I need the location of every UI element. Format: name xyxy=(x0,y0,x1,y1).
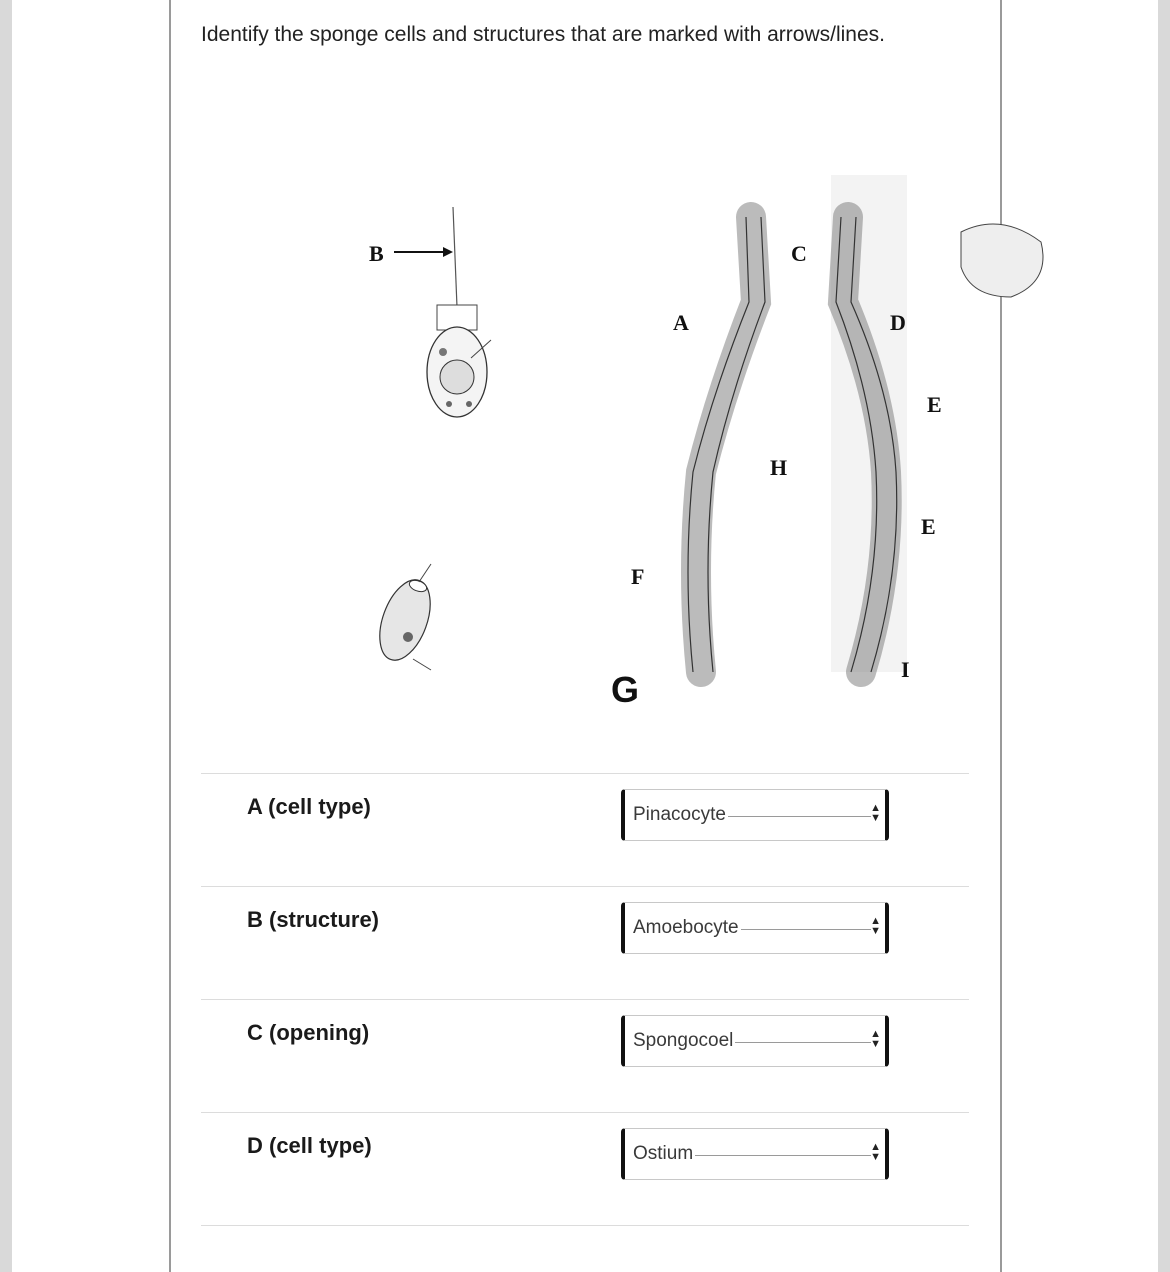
body-wall-left xyxy=(696,217,756,672)
choanocyte-vacuole-3 xyxy=(446,401,452,407)
label-c: C xyxy=(791,241,807,266)
label-e-2: E xyxy=(921,514,936,539)
row-label: D (cell type) xyxy=(247,1133,372,1158)
answer-select-c[interactable] xyxy=(621,1015,889,1067)
choanocyte-flagellum xyxy=(453,207,457,307)
row-label: B (structure) xyxy=(247,907,380,932)
question-prompt: Identify the sponge cells and structures that are marked with arrows/lines. xyxy=(201,23,885,46)
select-arrows-icon: ▲ ▼ xyxy=(870,802,881,824)
label-i: I xyxy=(901,657,910,682)
choanocyte-nucleus xyxy=(440,360,474,394)
choanocyte-vacuole-1 xyxy=(439,348,447,356)
row-label: C (opening) xyxy=(247,1020,370,1045)
answer-row-c xyxy=(201,999,969,1112)
label-h: H xyxy=(770,455,788,480)
select-value: Ostium xyxy=(633,1143,694,1164)
question-card xyxy=(169,0,1002,1272)
answer-select-a[interactable] xyxy=(621,789,889,841)
row-label: A (cell type) xyxy=(247,794,371,819)
porocyte-body xyxy=(370,573,440,667)
porocyte-nucleus xyxy=(403,632,413,642)
choanocyte-collar xyxy=(437,305,477,330)
pinacocyte-cell xyxy=(961,224,1043,297)
answer-select-d[interactable] xyxy=(621,1128,889,1180)
select-arrows-icon: ▲ ▼ xyxy=(870,1028,881,1050)
select-value: Amoebocyte xyxy=(633,917,739,938)
select-value: Spongocoel xyxy=(633,1030,734,1051)
label-g: G xyxy=(611,669,640,710)
answer-row-d xyxy=(201,1112,969,1226)
label-g-pointer xyxy=(413,659,431,670)
window-edge-left xyxy=(0,0,12,1272)
label-a: A xyxy=(673,310,689,335)
sponge-diagram xyxy=(361,172,942,710)
choanocyte-vacuole-2 xyxy=(466,401,472,407)
label-e-1: E xyxy=(927,392,942,417)
label-f-pointer xyxy=(419,564,431,582)
answer-select-b[interactable] xyxy=(621,902,889,954)
answer-rows xyxy=(201,773,969,1226)
label-b: B xyxy=(369,241,384,266)
answer-row-b xyxy=(201,886,969,999)
select-arrows-icon: ▲ ▼ xyxy=(870,915,881,937)
label-d: D xyxy=(890,310,906,335)
select-arrows-icon: ▲ ▼ xyxy=(870,1141,881,1163)
label-b-arrowhead xyxy=(443,247,453,257)
answer-row-a xyxy=(201,773,969,886)
select-value: Pinacocyte xyxy=(633,804,726,825)
label-f: F xyxy=(631,564,645,589)
window-edge-right xyxy=(1158,0,1170,1272)
